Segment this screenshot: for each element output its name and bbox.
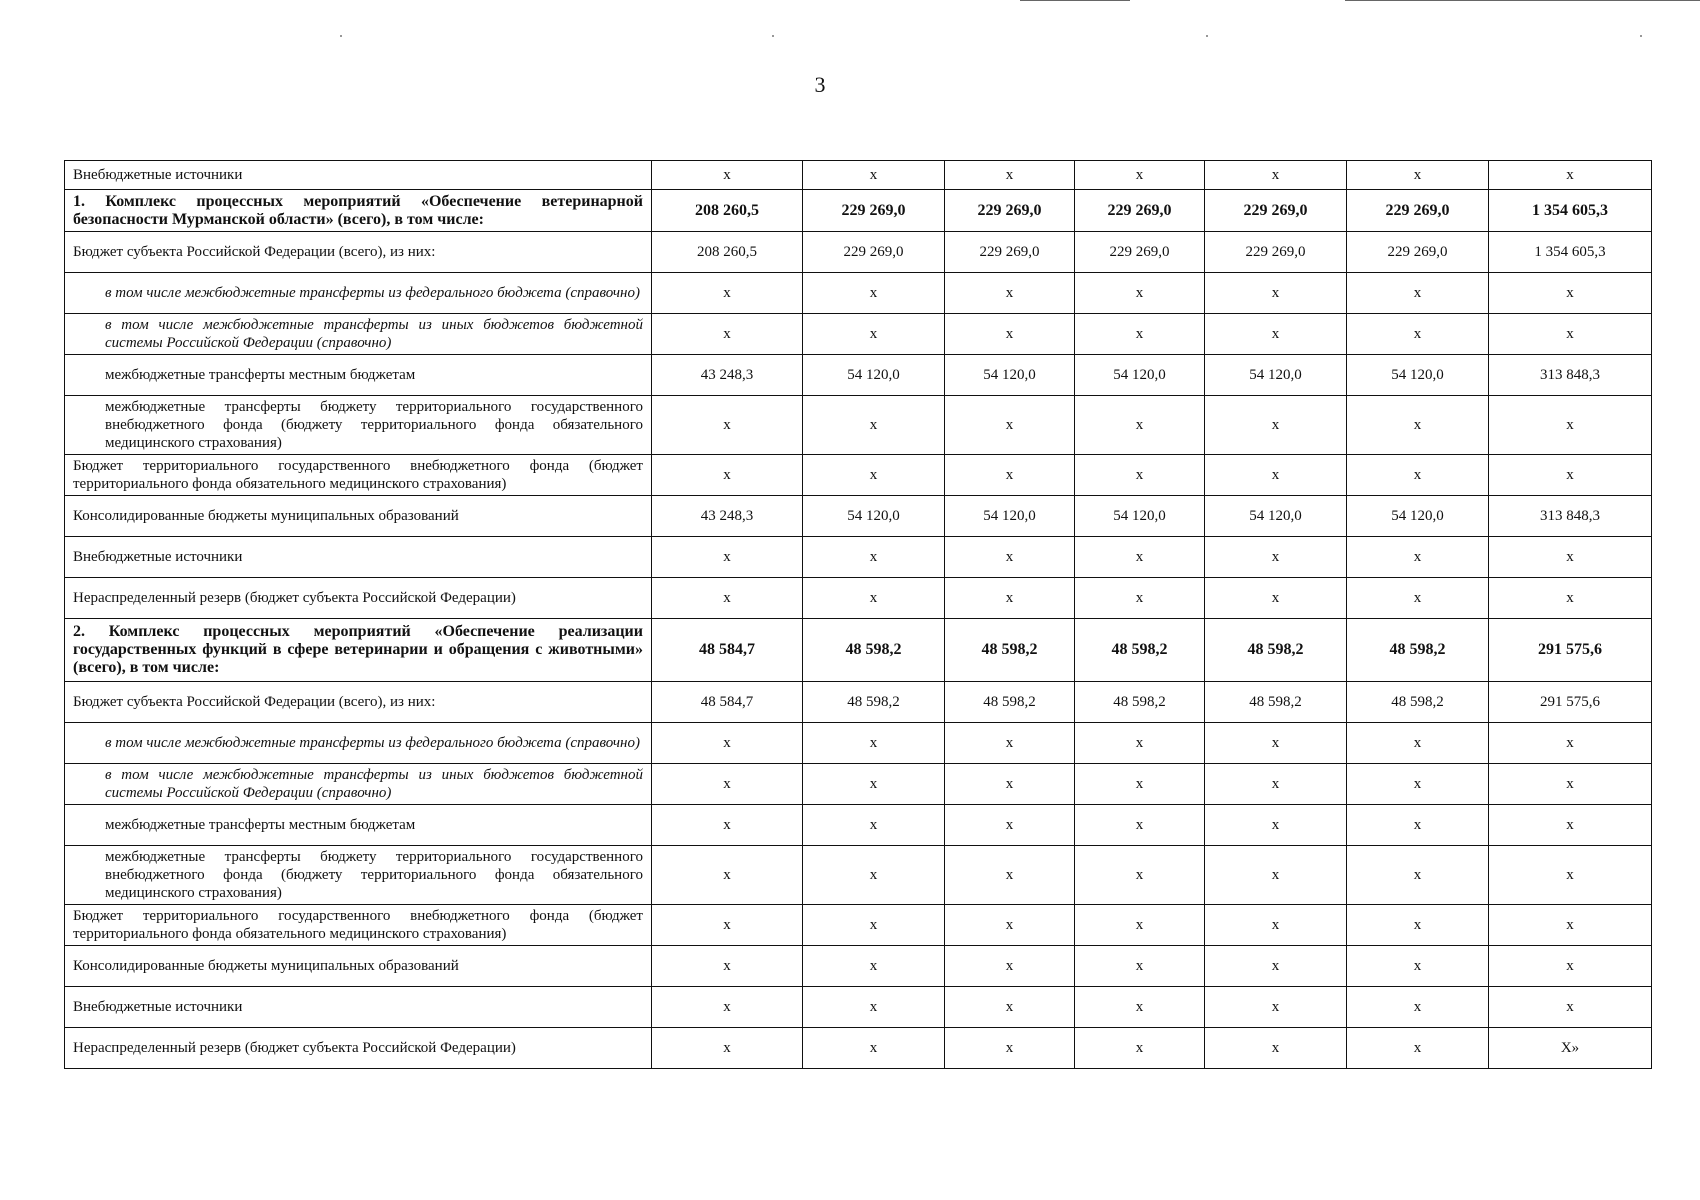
value-cell: x: [945, 314, 1075, 355]
value-cell: 48 598,2: [945, 619, 1075, 682]
value-cell: x: [652, 578, 803, 619]
value-cell: x: [803, 987, 945, 1028]
table-row: [65, 682, 1652, 723]
value-cell: Х»: [1489, 1028, 1652, 1069]
table-row: [65, 273, 1652, 314]
value-cell: x: [1489, 723, 1652, 764]
value-cell: x: [1489, 455, 1652, 496]
value-cell: x: [945, 987, 1075, 1028]
row-label: Бюджет территориального государственного внебюджетного фонда (бюджет территориального фонда обязательного медицинского страхования): [65, 905, 652, 946]
value-cell: 48 598,2: [803, 682, 945, 723]
value-cell: 54 120,0: [1347, 355, 1489, 396]
value-cell: x: [1489, 396, 1652, 455]
value-cell: x: [1205, 578, 1347, 619]
row-label: межбюджетные трансферты бюджету территориального государственного внебюджетного фонда (бюджету территориального фонда обязательного медицинского страхования): [65, 846, 652, 905]
value-cell: x: [803, 946, 945, 987]
value-cell: 208 260,5: [652, 190, 803, 232]
value-cell: x: [945, 537, 1075, 578]
value-cell: x: [945, 578, 1075, 619]
row-label: Бюджет субъекта Российской Федерации (всего), из них:: [65, 232, 652, 273]
value-cell: 208 260,5: [652, 232, 803, 273]
table-row: [65, 946, 1652, 987]
value-cell: x: [652, 396, 803, 455]
value-cell: x: [1347, 905, 1489, 946]
value-cell: x: [945, 723, 1075, 764]
scan-speck: [1206, 35, 1208, 37]
value-cell: 54 120,0: [1205, 496, 1347, 537]
value-cell: x: [1347, 161, 1489, 190]
value-cell: x: [945, 946, 1075, 987]
table-row: [65, 232, 1652, 273]
scan-artifact-line: [1020, 0, 1130, 1]
value-cell: x: [652, 314, 803, 355]
value-cell: x: [1205, 846, 1347, 905]
scan-speck: [340, 35, 342, 37]
value-cell: x: [1489, 846, 1652, 905]
table-row: [65, 314, 1652, 355]
value-cell: x: [1205, 537, 1347, 578]
value-cell: x: [652, 905, 803, 946]
table-row: [65, 619, 1652, 682]
row-label: Консолидированные бюджеты муниципальных образований: [65, 946, 652, 987]
value-cell: x: [1205, 314, 1347, 355]
budget-table: [64, 160, 1652, 1069]
value-cell: 229 269,0: [1205, 190, 1347, 232]
row-label: в том числе межбюджетные трансферты из федерального бюджета (справочно): [65, 723, 652, 764]
row-label: 1. Комплекс процессных мероприятий «Обеспечение ветеринарной безопасности Мурманской области» (всего), в том числе:: [65, 190, 652, 232]
value-cell: x: [1205, 273, 1347, 314]
value-cell: x: [1075, 987, 1205, 1028]
value-cell: x: [1075, 805, 1205, 846]
value-cell: x: [803, 805, 945, 846]
value-cell: 54 120,0: [945, 496, 1075, 537]
value-cell: 48 584,7: [652, 682, 803, 723]
value-cell: x: [945, 846, 1075, 905]
value-cell: 54 120,0: [803, 496, 945, 537]
scan-speck: [772, 35, 774, 37]
row-label: Внебюджетные источники: [65, 987, 652, 1028]
value-cell: x: [1347, 455, 1489, 496]
value-cell: x: [1075, 946, 1205, 987]
value-cell: x: [1075, 537, 1205, 578]
value-cell: 1 354 605,3: [1489, 232, 1652, 273]
value-cell: x: [1205, 1028, 1347, 1069]
row-label: Консолидированные бюджеты муниципальных образований: [65, 496, 652, 537]
value-cell: x: [1489, 273, 1652, 314]
value-cell: x: [652, 273, 803, 314]
value-cell: 54 120,0: [1205, 355, 1347, 396]
value-cell: 229 269,0: [1347, 232, 1489, 273]
value-cell: x: [1489, 314, 1652, 355]
value-cell: x: [1075, 314, 1205, 355]
value-cell: x: [652, 946, 803, 987]
table-row: [65, 987, 1652, 1028]
value-cell: x: [803, 455, 945, 496]
table-row: [65, 764, 1652, 805]
value-cell: x: [803, 846, 945, 905]
table-row: [65, 578, 1652, 619]
value-cell: x: [1347, 946, 1489, 987]
value-cell: 313 848,3: [1489, 355, 1652, 396]
row-label: межбюджетные трансферты бюджету территориального государственного внебюджетного фонда (бюджету территориального фонда обязательного медицинского страхования): [65, 396, 652, 455]
value-cell: x: [1347, 723, 1489, 764]
value-cell: x: [1489, 578, 1652, 619]
value-cell: x: [652, 161, 803, 190]
value-cell: 229 269,0: [1075, 232, 1205, 273]
value-cell: x: [1205, 764, 1347, 805]
value-cell: x: [945, 455, 1075, 496]
value-cell: x: [945, 161, 1075, 190]
value-cell: x: [652, 805, 803, 846]
value-cell: 54 120,0: [803, 355, 945, 396]
value-cell: x: [1347, 537, 1489, 578]
value-cell: x: [652, 846, 803, 905]
value-cell: x: [1075, 455, 1205, 496]
value-cell: x: [803, 314, 945, 355]
value-cell: x: [652, 537, 803, 578]
value-cell: x: [1347, 987, 1489, 1028]
value-cell: x: [652, 723, 803, 764]
table-row: [65, 805, 1652, 846]
table-row: [65, 496, 1652, 537]
value-cell: 48 598,2: [803, 619, 945, 682]
value-cell: x: [1205, 455, 1347, 496]
row-label: Нераспределенный резерв (бюджет субъекта Российской Федерации): [65, 1028, 652, 1069]
value-cell: x: [803, 578, 945, 619]
value-cell: x: [1205, 987, 1347, 1028]
value-cell: x: [1347, 846, 1489, 905]
value-cell: x: [945, 396, 1075, 455]
table-row: [65, 723, 1652, 764]
value-cell: 43 248,3: [652, 355, 803, 396]
row-label: в том числе межбюджетные трансферты из федерального бюджета (справочно): [65, 273, 652, 314]
table-row: [65, 846, 1652, 905]
value-cell: 48 598,2: [945, 682, 1075, 723]
value-cell: x: [1075, 1028, 1205, 1069]
row-label: в том числе межбюджетные трансферты из иных бюджетов бюджетной системы Российской Федерации (справочно): [65, 764, 652, 805]
row-label: межбюджетные трансферты местным бюджетам: [65, 805, 652, 846]
value-cell: 54 120,0: [1347, 496, 1489, 537]
value-cell: x: [1347, 396, 1489, 455]
value-cell: x: [945, 805, 1075, 846]
value-cell: 48 598,2: [1075, 682, 1205, 723]
value-cell: 229 269,0: [803, 190, 945, 232]
value-cell: x: [1075, 905, 1205, 946]
table-row: [65, 537, 1652, 578]
value-cell: 291 575,6: [1489, 682, 1652, 723]
value-cell: x: [1075, 578, 1205, 619]
value-cell: 1 354 605,3: [1489, 190, 1652, 232]
row-label: Внебюджетные источники: [65, 161, 652, 190]
value-cell: x: [1347, 273, 1489, 314]
value-cell: x: [803, 537, 945, 578]
value-cell: x: [1075, 764, 1205, 805]
table-row: [65, 1028, 1652, 1069]
value-cell: 229 269,0: [1347, 190, 1489, 232]
value-cell: x: [803, 161, 945, 190]
value-cell: 291 575,6: [1489, 619, 1652, 682]
value-cell: 229 269,0: [945, 190, 1075, 232]
value-cell: x: [1075, 396, 1205, 455]
value-cell: x: [1489, 946, 1652, 987]
row-label: Нераспределенный резерв (бюджет субъекта Российской Федерации): [65, 578, 652, 619]
row-label: Внебюджетные источники: [65, 537, 652, 578]
value-cell: x: [1347, 1028, 1489, 1069]
value-cell: x: [803, 273, 945, 314]
value-cell: x: [1205, 723, 1347, 764]
value-cell: x: [652, 455, 803, 496]
table-row: [65, 161, 1652, 190]
value-cell: x: [1075, 161, 1205, 190]
value-cell: 48 598,2: [1347, 682, 1489, 723]
value-cell: x: [803, 1028, 945, 1069]
value-cell: x: [1075, 723, 1205, 764]
value-cell: x: [803, 764, 945, 805]
value-cell: 229 269,0: [803, 232, 945, 273]
value-cell: 54 120,0: [945, 355, 1075, 396]
budget-table-body: [65, 161, 1652, 1069]
value-cell: x: [652, 1028, 803, 1069]
row-label: межбюджетные трансферты местным бюджетам: [65, 355, 652, 396]
value-cell: x: [1489, 987, 1652, 1028]
value-cell: x: [1205, 805, 1347, 846]
table-row: [65, 455, 1652, 496]
value-cell: x: [1347, 805, 1489, 846]
value-cell: 43 248,3: [652, 496, 803, 537]
value-cell: x: [1489, 805, 1652, 846]
value-cell: x: [1347, 578, 1489, 619]
value-cell: 54 120,0: [1075, 355, 1205, 396]
table-row: [65, 190, 1652, 232]
value-cell: x: [1489, 537, 1652, 578]
value-cell: 229 269,0: [1075, 190, 1205, 232]
value-cell: x: [945, 273, 1075, 314]
row-label: 2. Комплекс процессных мероприятий «Обеспечение реализации государственных функций в сфере ветеринарии и обращения с животными» (всего), в том числе:: [65, 619, 652, 682]
table-row: [65, 396, 1652, 455]
value-cell: 313 848,3: [1489, 496, 1652, 537]
value-cell: x: [652, 987, 803, 1028]
row-label: Бюджет территориального государственного внебюджетного фонда (бюджет территориального фонда обязательного медицинского страхования): [65, 455, 652, 496]
value-cell: x: [1347, 764, 1489, 805]
value-cell: x: [1205, 905, 1347, 946]
page-number: 3: [814, 72, 826, 97]
value-cell: x: [803, 396, 945, 455]
value-cell: x: [1489, 161, 1652, 190]
value-cell: x: [945, 764, 1075, 805]
value-cell: 48 598,2: [1075, 619, 1205, 682]
table-row: [65, 355, 1652, 396]
value-cell: x: [1489, 764, 1652, 805]
value-cell: x: [945, 905, 1075, 946]
value-cell: x: [1205, 396, 1347, 455]
value-cell: 229 269,0: [945, 232, 1075, 273]
value-cell: x: [1205, 161, 1347, 190]
scan-artifact-line: [1345, 0, 1700, 1]
value-cell: x: [945, 1028, 1075, 1069]
value-cell: x: [1347, 314, 1489, 355]
scan-speck: [1640, 35, 1642, 37]
value-cell: x: [1489, 905, 1652, 946]
value-cell: x: [1205, 946, 1347, 987]
value-cell: 48 598,2: [1347, 619, 1489, 682]
value-cell: x: [1075, 846, 1205, 905]
value-cell: x: [652, 764, 803, 805]
value-cell: 48 598,2: [1205, 682, 1347, 723]
value-cell: x: [803, 905, 945, 946]
value-cell: 48 584,7: [652, 619, 803, 682]
row-label: Бюджет субъекта Российской Федерации (всего), из них:: [65, 682, 652, 723]
value-cell: x: [1075, 273, 1205, 314]
table-row: [65, 905, 1652, 946]
row-label: в том числе межбюджетные трансферты из иных бюджетов бюджетной системы Российской Федерации (справочно): [65, 314, 652, 355]
value-cell: 229 269,0: [1205, 232, 1347, 273]
value-cell: 54 120,0: [1075, 496, 1205, 537]
value-cell: 48 598,2: [1205, 619, 1347, 682]
value-cell: x: [803, 723, 945, 764]
